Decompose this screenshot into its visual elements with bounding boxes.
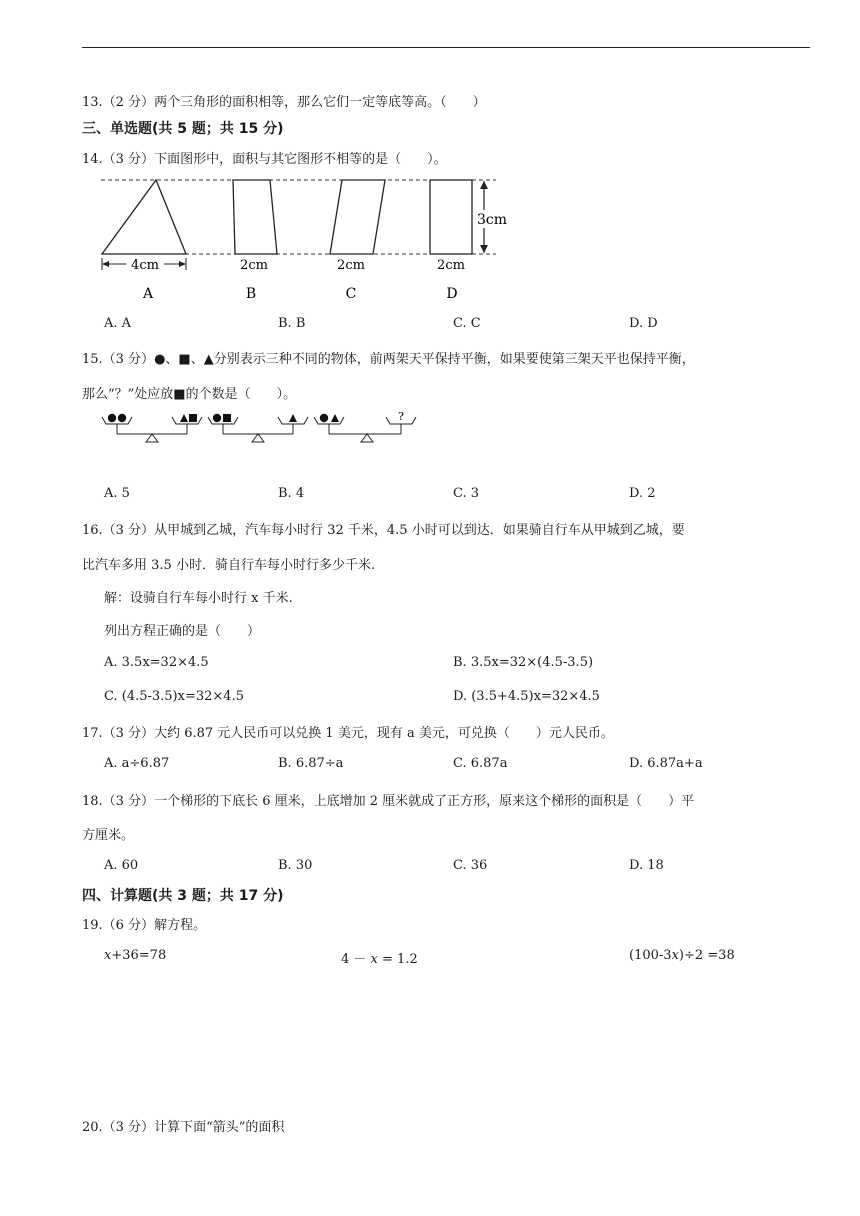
q14-shapes-figure (96, 172, 516, 307)
q14-option-b[interactable]: B. B (278, 316, 306, 331)
parallelogram-shape-c (330, 180, 385, 254)
triangle-object (331, 414, 339, 422)
question-16-solution: 解：设骑自行车每小时行 x 千米. (104, 591, 293, 606)
section-heading-calculation: 四、计算题(共 3 题；共 17 分) (82, 888, 284, 904)
shape-d-letter: D (446, 286, 458, 302)
question-mark-label: ? (398, 410, 404, 423)
q15-option-c[interactable]: C. 3 (453, 486, 480, 501)
rectangle-shape-d (430, 180, 472, 254)
section-heading-single-choice: 三、单选题(共 5 题；共 15 分) (82, 121, 284, 137)
square-object (223, 414, 231, 422)
shape-a-base-label: 4cm (131, 258, 159, 273)
equation-3: (100-3x)÷2 =38 (629, 948, 735, 963)
question-16-line-2: 比汽车多用 3.5 小时．骑自行车每小时行多少千米. (82, 558, 376, 573)
q18-option-c[interactable]: C. 36 (453, 858, 488, 873)
trapezoid-shape-b (233, 180, 277, 254)
q16-option-a[interactable]: A. 3.5x=32×4.5 (104, 655, 209, 670)
q16-option-c[interactable]: C. (4.5-3.5)x=32×4.5 (104, 689, 244, 704)
balance-2 (208, 414, 308, 442)
shape-a-letter: A (142, 286, 154, 302)
q15-option-a[interactable]: A. 5 (104, 486, 130, 501)
q15-balance-figure (100, 408, 430, 448)
question-14: 14.（3 分）下面图形中，面积与其它图形不相等的是（ ）。 (82, 152, 447, 167)
question-13: 13.（2 分）两个三角形的面积相等，那么它们一定等底等高。（ ） (82, 95, 486, 110)
circle-object (213, 414, 221, 422)
q18-option-b[interactable]: B. 30 (278, 858, 313, 873)
shape-b-base-label: 2cm (240, 258, 268, 273)
q17-option-a[interactable]: A. a÷6.87 (104, 756, 170, 771)
shape-c-letter: C (345, 286, 357, 302)
circle-object (108, 414, 116, 422)
shape-c-base-label: 2cm (337, 258, 365, 273)
equation-2: 4 － x = 1.2 (341, 952, 418, 967)
q16-option-d[interactable]: D. (3.5+4.5)x=32×4.5 (453, 689, 600, 704)
square-object (189, 414, 197, 422)
question-19: 19.（6 分）解方程。 (82, 918, 207, 933)
question-18-line-2: 方厘米。 (82, 828, 135, 843)
q18-option-d[interactable]: D. 18 (629, 858, 664, 873)
question-16-prompt: 列出方程正确的是（ ） (104, 624, 261, 639)
q17-option-c[interactable]: C. 6.87a (453, 756, 508, 771)
triangle-object (180, 414, 188, 422)
question-15-line-2: 那么“？”处应放■的个数是（ ）。 (82, 387, 297, 402)
question-17: 17.（3 分）大约 6.87 元人民币可以兑换 1 美元，现有 a 美元，可兑换（ ）元人民币。 (82, 726, 614, 741)
q14-option-a[interactable]: A. A (104, 316, 132, 331)
balance-1 (102, 414, 202, 442)
equation-1: x+36=78 (104, 948, 167, 963)
height-label: 3cm (476, 212, 508, 228)
question-18-line-1: 18.（3 分）一个梯形的下底长 6 厘米，上底增加 2 厘米就成了正方形，原来这个梯形的面积是（ ）平 (82, 794, 695, 809)
circle-object (118, 414, 126, 422)
header-rule (82, 47, 810, 48)
q16-option-b[interactable]: B. 3.5x=32×(4.5-3.5) (453, 655, 594, 670)
shape-b-letter: B (245, 286, 257, 302)
q14-option-d[interactable]: D. D (629, 316, 658, 331)
circle-object (320, 414, 328, 422)
triangle-shape-a (102, 180, 186, 254)
balance-3 (314, 410, 416, 442)
q14-option-c[interactable]: C. C (453, 316, 481, 331)
question-15-line-1: 15.（3 分）●、■、▲分别表示三种不同的物体，前两架天平保持平衡，如果要使第三架天平也保持平衡， (82, 352, 695, 367)
triangle-object (289, 414, 297, 422)
q17-option-d[interactable]: D. 6.87a+a (629, 756, 703, 771)
shape-d-base-label: 2cm (437, 258, 465, 273)
q18-option-a[interactable]: A. 60 (104, 858, 139, 873)
q15-option-d[interactable]: D. 2 (629, 486, 656, 501)
q15-option-b[interactable]: B. 4 (278, 486, 305, 501)
question-20: 20.（3 分）计算下面“箭头”的面积 (82, 1120, 285, 1135)
q17-option-b[interactable]: B. 6.87÷a (278, 756, 344, 771)
question-16-line-1: 16.（3 分）从甲城到乙城，汽车每小时行 32 千米，4.5 小时可以到达．如果骑自行车从甲城到乙城，要 (82, 523, 685, 538)
